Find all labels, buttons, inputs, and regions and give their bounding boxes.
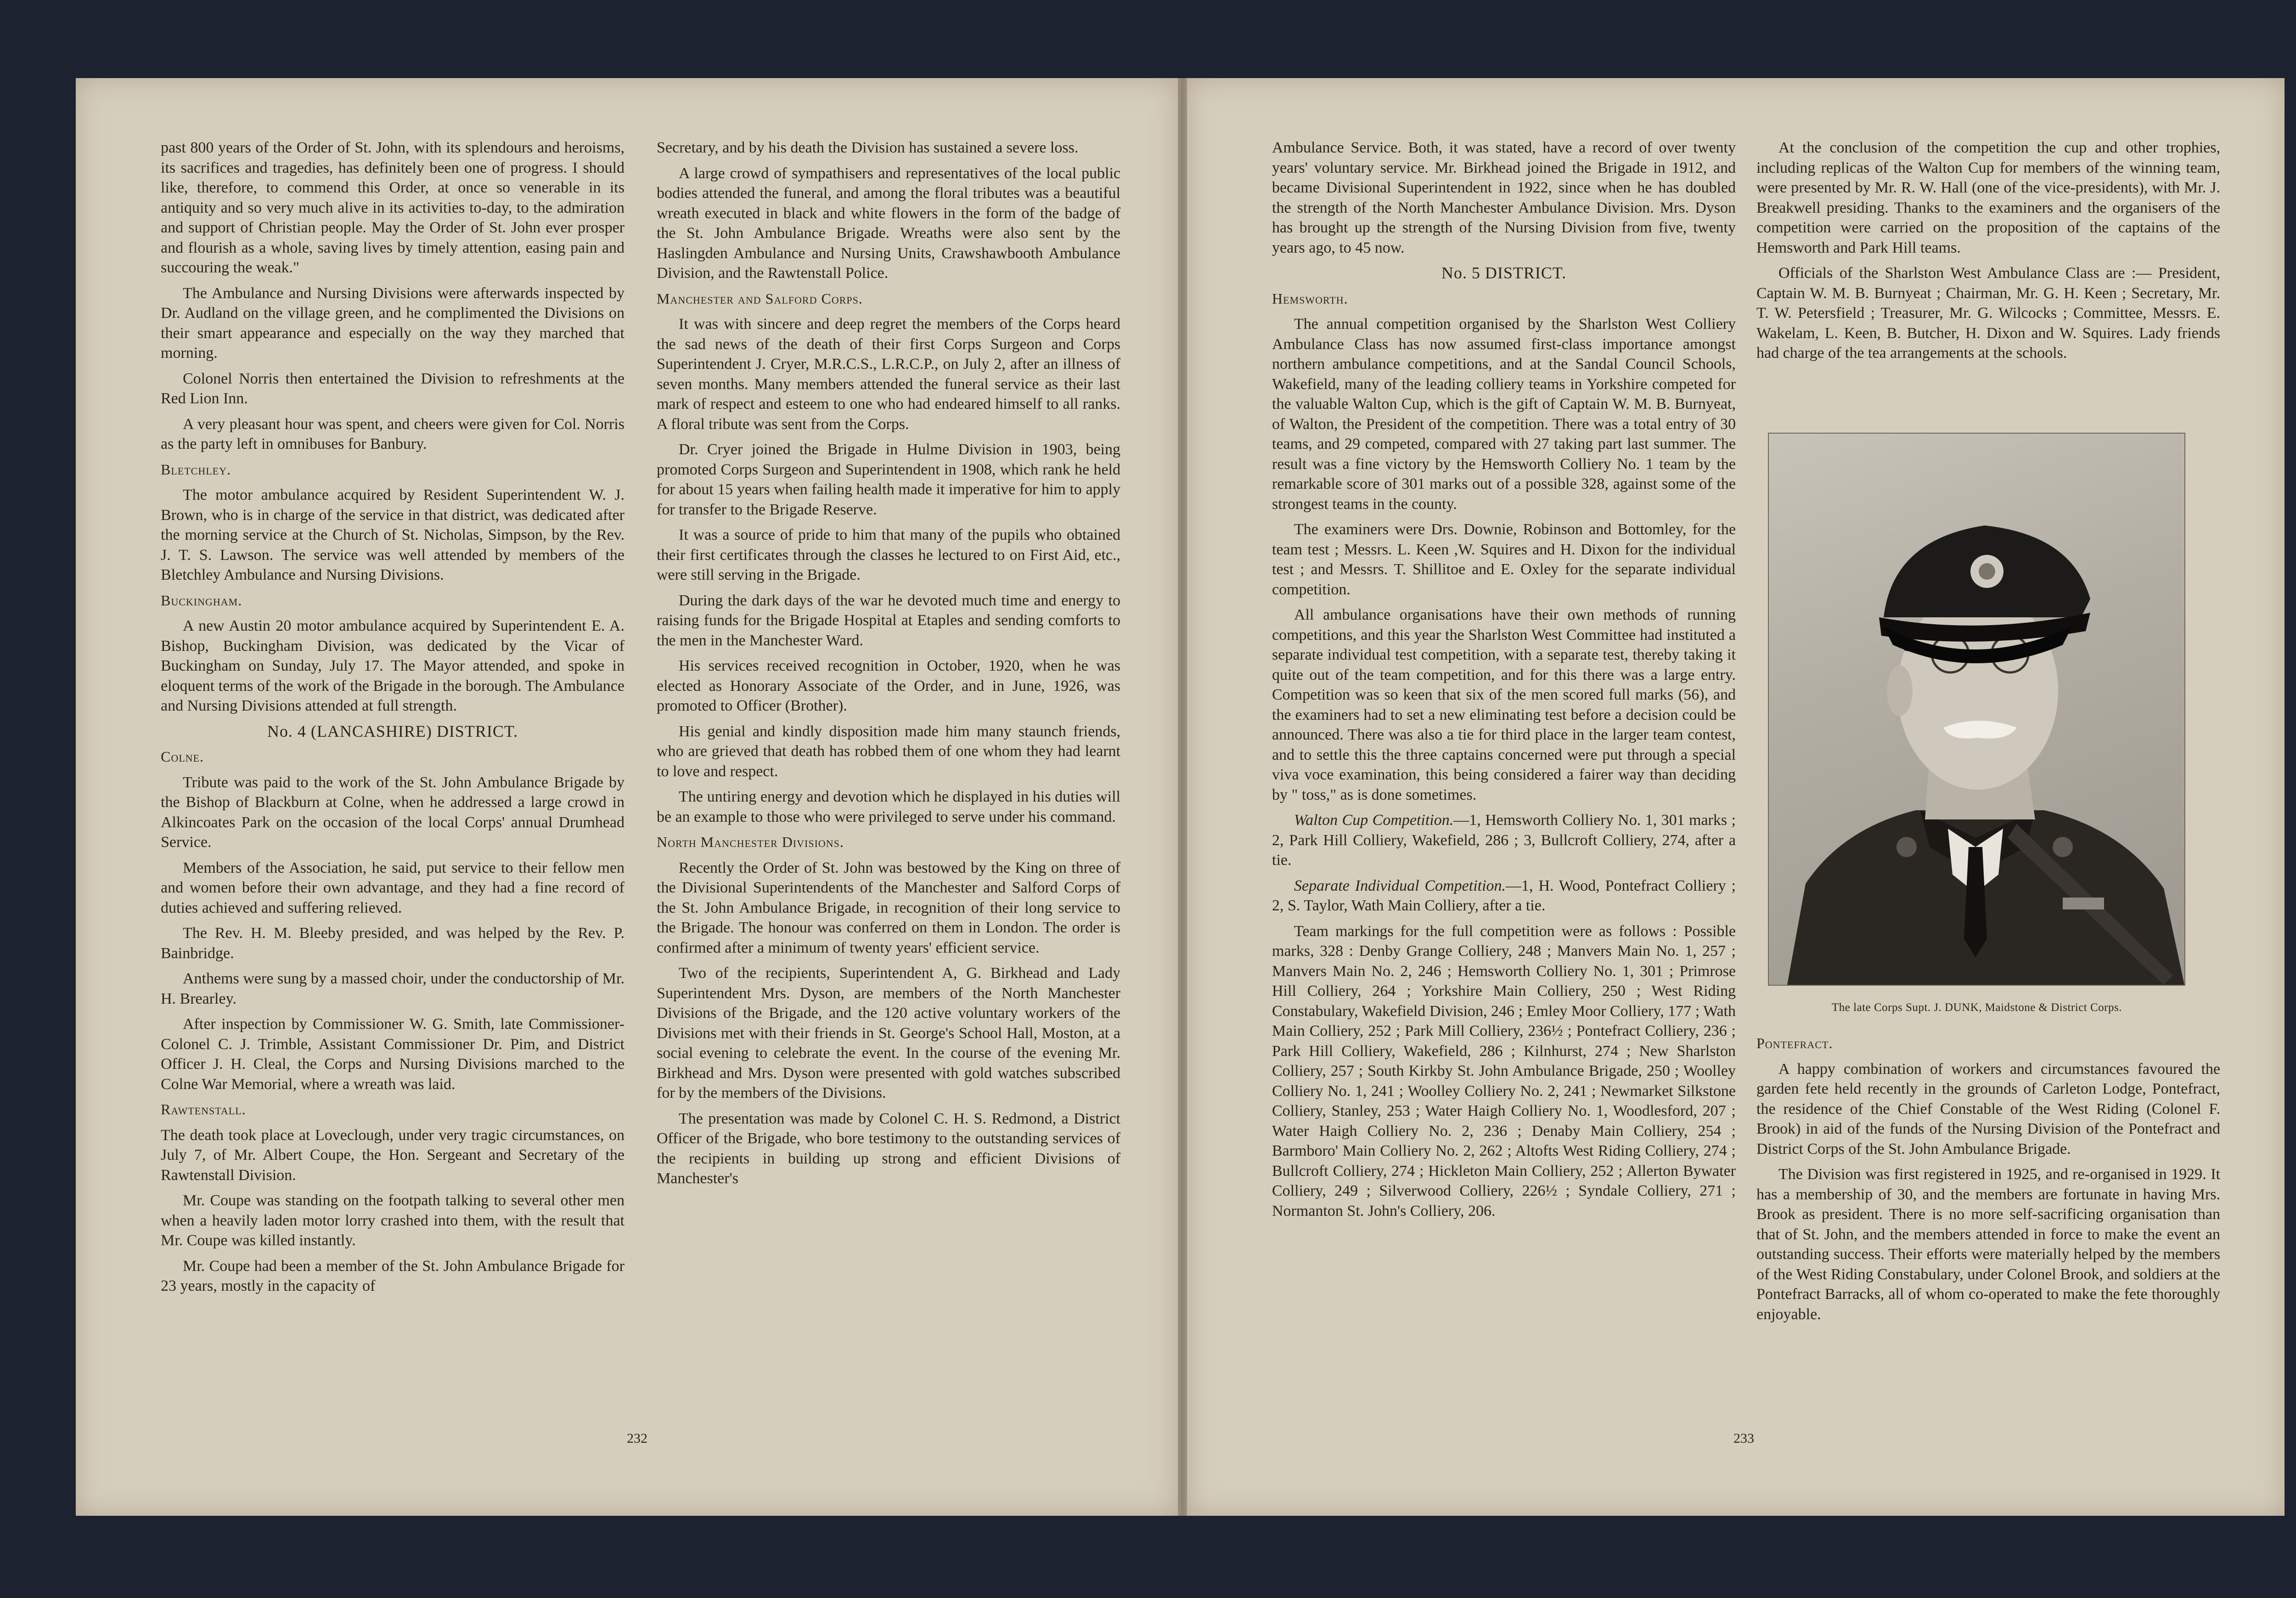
- separate-individual-results: —1, H. Wood, Pontefract Colliery ; 2, S. Taylor, Wath Main Colliery, after a tie.: [1272, 877, 1736, 914]
- paragraph: The Rev. H. M. Bleeby presided, and was helped by the Rev. P. Bainbridge.: [161, 925, 625, 962]
- paragraph: The annual competition organised by the Sharlston West Colliery Ambulance Class has now assumed first-class importance amongst northern ambulance competitions, and at the Sandal Council Schools, Wakefield, many of the leading colliery teams in Yorkshire competed for the valuable Walton Cup, which is the gift of Captain W. M. B. Burnyeat, of Walton, the President of the competition. There was a total entry of 30 teams, and 29 competed, compared with 27 taking part last summer. The result was a fine victory by the Hemsworth Colliery No. 1 team by the remarkable score of 301 marks out of a possible 328, against some of the strongest teams in the county.: [1272, 316, 1736, 513]
- left-column-1: [161, 138, 625, 1302]
- right-column-1: [1272, 138, 1736, 1226]
- paragraph: Tribute was paid to the work of the St. John Ambulance Brigade by the Bishop of Blackburn at Colne, when he addressed a large crowd in Alkincoates Park on the occasion of the local Corps' annual Drumhead Service.: [161, 774, 625, 851]
- district-heading-4: No. 4 (LANCASHIRE) DISTRICT.: [267, 722, 518, 740]
- right-column-2: [1756, 138, 2220, 369]
- paragraph: A happy combination of workers and circumstances favoured the garden fete held recently in the grounds of Carleton Lodge, Pontefract, the residence of the Chief Constable of the West Riding (Colonel F. Brook) in aid of the funds of the Nursing Division of the Pontefract and District Corps of the St. John Ambulance Brigade.: [1756, 1060, 2220, 1158]
- right-page: [1187, 78, 2285, 1516]
- section-heading-north-manchester: North Manchester Divisions.: [657, 834, 844, 850]
- paragraph: It was a source of pride to him that many of the pupils who obtained their first certificates through the classes he lectured to on First Aid, etc., were still serving in the Brigade.: [657, 526, 1120, 583]
- section-heading-bletchley: Bletchley.: [161, 461, 231, 478]
- section-heading-colne: Colne.: [161, 748, 204, 765]
- photo-caption: The late Corps Supt. J. DUNK, Maidstone & District Corps.: [1832, 1001, 2122, 1014]
- district-heading-5: No. 5 DISTRICT.: [1441, 264, 1567, 282]
- section-heading-hemsworth: Hemsworth.: [1272, 290, 1348, 307]
- paragraph: A very pleasant hour was spent, and cheers were given for Col. Norris as the party left in omnibuses for Banbury.: [161, 415, 625, 452]
- paragraph-separate-individual: [1272, 876, 1736, 916]
- paragraph: During the dark days of the war he devoted much time and energy to raising funds for the Brigade Hospital at Etaples and sending comforts to the men in the Manchester Ward.: [657, 592, 1120, 649]
- paragraph: Members of the Association, he said, put service to their fellow men and women before their own advantage, and they had a fine record of duties achieved and suffering relieved.: [161, 859, 625, 916]
- walton-cup-label: Walton Cup Competition.: [1294, 812, 1454, 829]
- paragraph: The Division was first registered in 1925, and re-organised in 1929. It has a membership of 30, and the members are fortunate in having Mrs. Brook as president. There is no more self-sacrificing organisation than that of St. John, and the members attended in force to make the event an outstanding success. Their efforts were materially helped by the members of the West Riding Constabulary, under Colonel Brook, and soldiers at the Pontefract Barracks, all of whom co-operated to make the fete thoroughly enjoyable.: [1756, 1166, 2220, 1323]
- paragraph: At the conclusion of the competition the cup and other trophies, including replicas of the Walton Cup for members of the winning team, were presented by Mr. R. W. Hall (one of the vice-presidents), with Mr. J. Breakwell presiding. Thanks to the examiners and the organisers of the competition were carried on the proposition of the captains of the Hemsworth and Park Hill teams.: [1756, 139, 2220, 256]
- paragraph: The untiring energy and devotion which he displayed in his duties will be an example to those who were privileged to serve under his command.: [657, 788, 1120, 825]
- paragraph: Two of the recipients, Superintendent A, G. Birkhead and Lady Superintendent Mrs. Dyson, are members of the North Manchester Divisions of the Brigade, and the 120 active voluntary workers of the Divisions met with their friends in St. George's School Hall, Moston, at a social evening to celebrate the event. In the course of the evening Mr. Birkhead and Mrs. Dyson were presented with gold watches subscribed for by the members of the Divisions.: [657, 965, 1120, 1101]
- left-column-2: [657, 138, 1120, 1194]
- paragraph: His genial and kindly disposition made him many staunch friends, who are grieved that death has robbed them of one whom they had learnt to love and respect.: [657, 723, 1120, 780]
- section-heading-rawtenstall: Rawtenstall.: [161, 1101, 246, 1118]
- paragraph: His services received recognition in October, 1920, when he was elected as Honorary Associate of the Order, and in June, 1926, was promoted to Officer (Brother).: [657, 657, 1120, 714]
- paragraph: A new Austin 20 motor ambulance acquired by Superintendent E. A. Bishop, Buckingham Division, was dedicated by the Vicar of Buckingham on Sunday, July 17. The Mayor attended, and spoke in eloquent terms of the work of the Brigade in the borough. The Ambulance and Nursing Divisions attended at full strength.: [161, 617, 625, 714]
- page-number: 233: [1733, 1431, 1754, 1446]
- paragraph: Secretary, and by his death the Division has sustained a severe loss.: [657, 139, 1079, 156]
- paragraph: Colonel Norris then entertained the Division to refreshments at the Red Lion Inn.: [161, 370, 625, 407]
- paragraph: It was with sincere and deep regret the members of the Corps heard the sad news of the death of their first Corps Surgeon and Corps Superintendent J. Cryer, M.R.C.S., L.R.C.P., on July 2, after an illness of seven months. Many members attended the funeral service as their last mark of respect and esteem to one who had endeared himself to all ranks. A floral tribute was sent from the Corps.: [657, 316, 1120, 433]
- walton-cup-results: —1, Hemsworth Colliery No. 1, 301 marks ; 2, Park Hill Colliery, Wakefield, 286 ; 3, Bullcroft Colliery, 274, after a tie.: [1272, 812, 1736, 869]
- page-number: 232: [627, 1431, 647, 1446]
- paragraph: Anthems were sung by a massed choir, under the conductorship of Mr. H. Brearley.: [161, 970, 625, 1007]
- paragraph: A large crowd of sympathisers and representatives of the local public bodies attended the funeral, and among the floral tributes was a beautiful wreath executed in black and white flowers in the form of the badge of the St. John Ambulance Brigade. Wreaths were also sent by the Haslingden Ambulance and Nursing Units, Crawshawbooth Ambulance Division, and the Rawtenstall Police.: [657, 164, 1120, 282]
- section-heading-buckingham: Buckingham.: [161, 592, 242, 609]
- right-column-2-lower: [1756, 1033, 2220, 1330]
- paragraph: The examiners were Drs. Downie, Robinson and Bottomley, for the team test ; Messrs. L. Keen ,W. Squires and H. Dixon for the individual test ; and Messrs. T. Shillitoe and E. Oxley for the separate individual competition.: [1272, 521, 1736, 598]
- paragraph: Dr. Cryer joined the Brigade in Hulme Division in 1903, being promoted Corps Surgeon and Superintendent in 1908, which rank he held for about 15 years when failing health made it imperative for him to apply for transfer to the Brigade Reserve.: [657, 441, 1120, 518]
- section-heading-manchester: Manchester and Salford Corps.: [657, 290, 863, 307]
- paragraph: Mr. Coupe had been a member of the St. John Ambulance Brigade for 23 years, mostly in the capacity of: [161, 1257, 625, 1294]
- portrait-photo: [1768, 433, 2185, 986]
- paragraph: past 800 years of the Order of St. John, with its splendours and heroisms, its sacrifices and tragedies, has definitely been one of progress. I should like, therefore, to commend this Order, at once so venerable in its antiquity and so very much alive in its activities to-day, to the admiration and support of Christian people. May the Order of St. John ever prosper and flourish as a whole, saving lives by timely attention, easing pain and succouring the weak.": [161, 139, 625, 276]
- portrait-illustration: [1769, 434, 2184, 985]
- paragraph: All ambulance organisations have their own methods of running competitions, and this year the Sharlston West Committee had instituted a separate individual test competition, with a separate test, thereby taking it quite out of the team competition, and for this there was a large entry. Competition was so keen that six of the men scored full marks (56), and the examiners had to set a new eliminating test before a decision could be announced. There was also a tie for third place in the larger team contest, and to settle this the three captains concerned were put through a special viva voce examination, this being considered a fairer way than deciding by " toss," as is done sometimes.: [1272, 606, 1736, 803]
- paragraph: Mr. Coupe was standing on the footpath talking to several other men when a heavily laden motor lorry crashed into them, with the result that Mr. Coupe was killed instantly.: [161, 1192, 625, 1249]
- left-page: [76, 78, 1178, 1516]
- paragraph: Ambulance Service. Both, it was stated, have a record of over twenty years' voluntary service. Mr. Birkhead joined the Brigade in 1912, and became Divisional Superintendent in 1922, since when he has doubled the strength of the North Manchester Ambulance Division. Mrs. Dyson has brought up the strength of the Nursing Division from five, twenty years ago, to 45 now.: [1272, 139, 1736, 256]
- paragraph: Officials of the Sharlston West Ambulance Class are :— President, Captain W. M. B. Burnyeat ; Chairman, Mr. G. H. Keen ; Secretary, Mr. T. W. Petersfield ; Treasurer, Mr. G. Wilcocks ; Committee, Messrs. E. Wakelam, L. Keen, B. Butcher, H. Dixon and W. Squires. Lady friends had charge of the tea arrangements at the schools.: [1756, 265, 2220, 361]
- paragraph: The motor ambulance acquired by Resident Superintendent W. J. Brown, who is in charge of the service in that district, was dedicated after the morning service at the Church of St. Nicholas, Simpson, by the Rev. J. T. S. Lawson. The service was well attended by members of the Bletchley Ambulance and Nursing Divisions.: [161, 486, 625, 583]
- paragraph: After inspection by Commissioner W. G. Smith, late Commissioner-Colonel C. J. Trimble, Assistant Commissioner Dr. Pim, and District Officer J. H. Cleal, the Corps and Nursing Divisions marched to the Colne War Memorial, where a wreath was laid.: [161, 1016, 625, 1093]
- paragraph: The death took place at Loveclough, under very tragic circumstances, on July 7, of Mr. Albert Coupe, the Hon. Sergeant and Secretary of the Rawtenstall Division.: [161, 1126, 625, 1184]
- separate-individual-label: Separate Individual Competition.: [1294, 877, 1506, 894]
- paragraph-team-markings: Team markings for the full competition were as follows : Possible marks, 328 : Denby Grange Colliery, 248 ; Manvers Main No. 1, 257 ; Manvers Main No. 2, 246 ; Hemsworth Colliery No. 1, 301 ; Primrose Hill Colliery, 264 ; Yorkshire Main Colliery, 250 ; West Riding Constabulary, Wakefield Division, 246 ; Emley Moor Colliery, 177 ; Wath Main Colliery, 252 ; Park Mill Colliery, 236½ ; Pontefract Colliery, 236 ; Park Hill Colliery, Wakefield, 286 ; Kilnhurst, 274 ; New Sharlston Colliery, 257 ; South Kirkby St. John Ambulance Brigade, 250 ; Woolley Colliery No. 1, 241 ; Woolley Colliery No. 2, 241 ; Newmarket Silkstone Colliery, Stanley, 253 ; Water Haigh Colliery No. 1, Woodlesford, 207 ; Water Haigh Colliery No. 2, 236 ; Denaby Main Colliery, 254 ; Barmboro' Main Colliery No. 2, 262 ; Altofts West Riding Colliery, 274 ; Bullcroft Colliery, 274 ; Hickleton Main Colliery, 252 ; Allerton Bywater Colliery, 249 ; Silverwood Colliery, 226½ ; Syndale Colliery, 271 ; Normanton St. John's Colliery, 206.: [1272, 922, 1736, 1220]
- paragraph: Recently the Order of St. John was bestowed by the King on three of the Divisional Superintendents of the Manchester and Salford Corps of the St. John Ambulance Brigade, in recognition of their long service to the Brigade. The honour was conferred on them in London. The order is confirmed after a minimum of twenty years' efficient service.: [657, 859, 1120, 956]
- paragraph: The presentation was made by Colonel C. H. S. Redmond, a District Officer of the Brigade, who bore testimony to the outstanding services of the recipients in building up strong and efficient Divisions of Manchester's: [657, 1110, 1120, 1187]
- section-heading-pontefract: Pontefract.: [1756, 1035, 1833, 1051]
- paragraph: The Ambulance and Nursing Divisions were afterwards inspected by Dr. Audland on the village green, and he complimented the Divisions on their smart appearance and especially on the way they marched that morning.: [161, 284, 625, 361]
- paragraph-walton-cup: [1272, 810, 1736, 870]
